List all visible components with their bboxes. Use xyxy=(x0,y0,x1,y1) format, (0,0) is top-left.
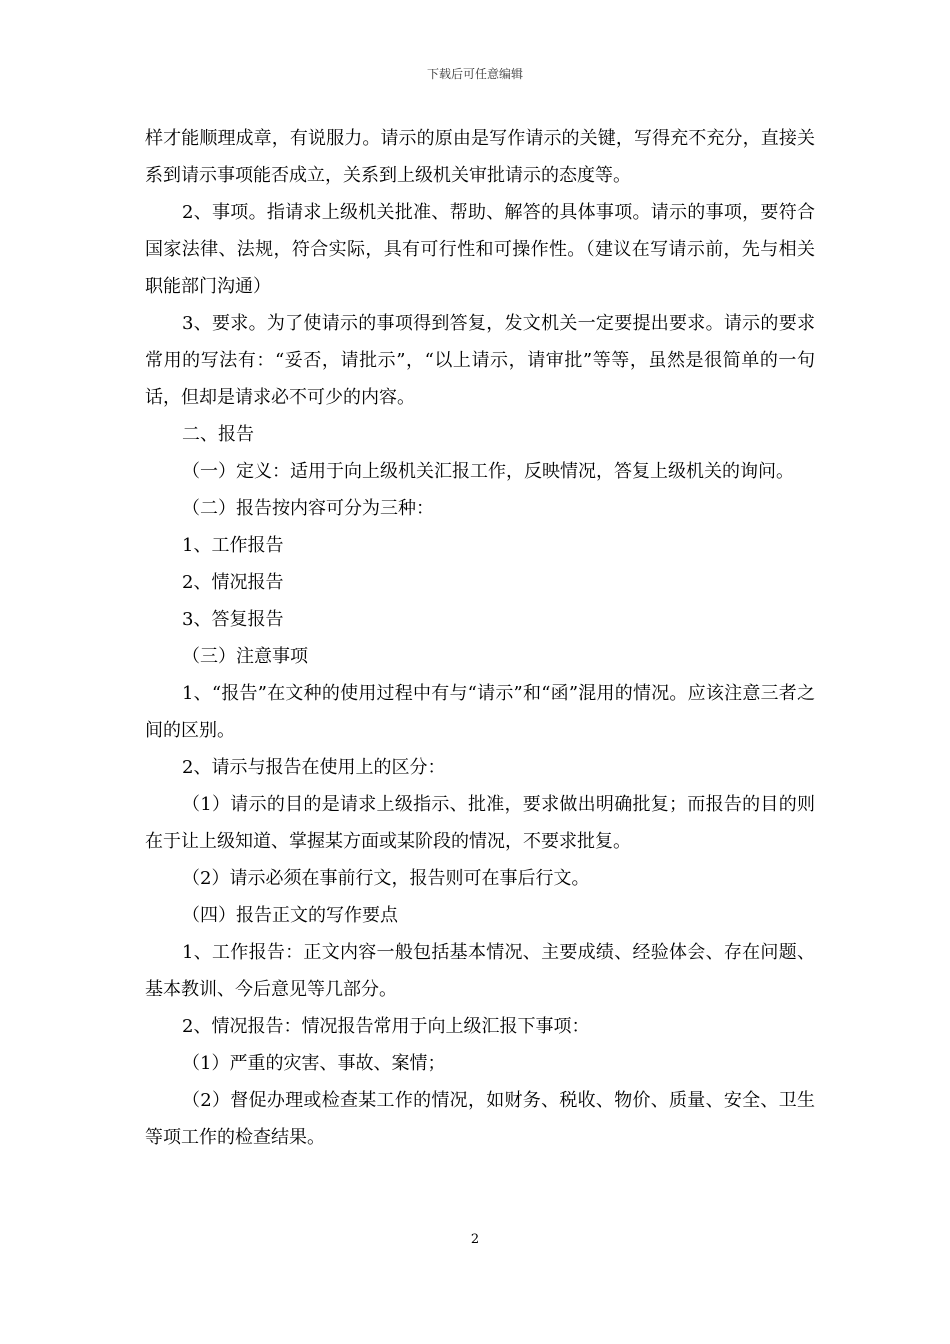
paragraph: （二）报告按内容可分为三种： xyxy=(182,498,434,519)
paragraph: 1、工作报告：正文内容一般包括基本情况、主要成绩、经验体会、存在问题、基本教训、今后意见等几部分。 xyxy=(145,942,815,1000)
list-item: 3、答复报告 xyxy=(182,609,284,630)
page-number: 2 xyxy=(470,1232,480,1247)
subsection-heading: （三）注意事项 xyxy=(182,646,308,667)
document-body xyxy=(145,120,815,1156)
paragraph: 2、事项。指请求上级机关批准、帮助、解答的具体事项。请示的事项，要符合国家法律、法规，符合实际，具有可行性和可操作性。（建议在写请示前，先与相关职能部门沟通） xyxy=(145,202,815,297)
page-header: 下载后可任意编辑 xyxy=(426,67,523,81)
paragraph: 2、请示与报告在使用上的区分： xyxy=(182,757,446,778)
paragraph: （1）请示的目的是请求上级指示、批准，要求做出明确批复；而报告的目的则在于让上级知道、掌握某方面或某阶段的情况，不要求批复。 xyxy=(145,794,815,852)
list-item: （1）严重的灾害、事故、案情； xyxy=(182,1053,446,1074)
section-heading: 二、报告 xyxy=(182,424,254,445)
subsection-heading: （四）报告正文的写作要点 xyxy=(182,905,398,926)
paragraph: 1、“报告”在文种的使用过程中有与“请示”和“函”混用的情况。应该注意三者之间的区别。 xyxy=(145,683,815,741)
paragraph: 样才能顺理成章，有说服力。请示的原由是写作请示的关键，写得充不充分，直接关系到请示事项能否成立，关系到上级机关审批请示的态度等。 xyxy=(145,128,815,186)
paragraph: 3、要求。为了使请示的事项得到答复，发文机关一定要提出要求。请示的要求常用的写法有：“妥否，请批示”，“以上请示，请审批”等等，虽然是很简单的一句话，但却是请求必不可少的内容。 xyxy=(145,313,815,408)
paragraph: （一）定义：适用于向上级机关汇报工作，反映情况，答复上级机关的询问。 xyxy=(182,461,794,482)
paragraph: 2、情况报告：情况报告常用于向上级汇报下事项： xyxy=(182,1016,590,1037)
list-item: 1、工作报告 xyxy=(182,535,284,556)
list-item: （2）督促办理或检查某工作的情况，如财务、税收、物价、质量、安全、卫生等项工作的检查结果。 xyxy=(145,1090,815,1148)
paragraph: （2）请示必须在事前行文，报告则可在事后行文。 xyxy=(182,868,590,889)
list-item: 2、情况报告 xyxy=(182,572,284,593)
